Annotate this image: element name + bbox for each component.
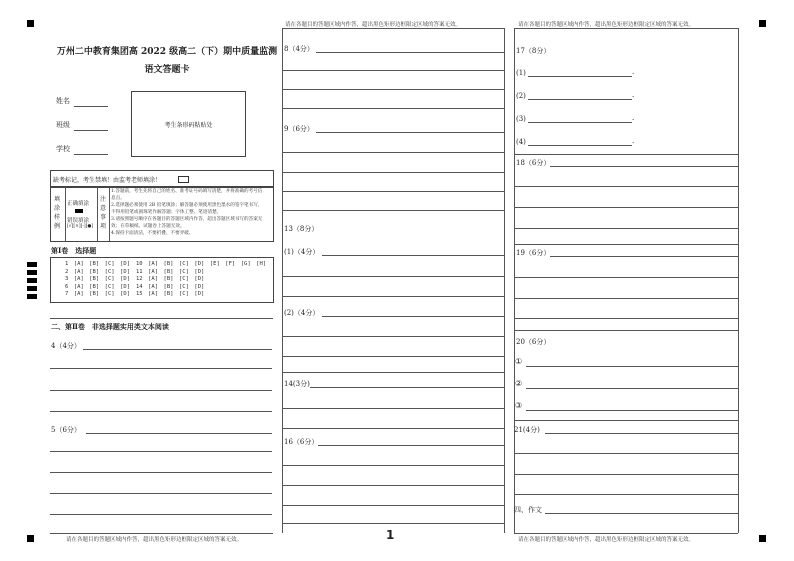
choice-grid — [50, 257, 274, 303]
absent-notice: 缺考标记，考生禁填！由监考老师填涂！ — [53, 177, 162, 184]
page-number: 1 — [386, 528, 395, 542]
section2-title: 二、第Ⅱ卷 非选择题实用类文本阅读 — [51, 322, 169, 331]
q20-3-line[interactable] — [526, 410, 738, 411]
q17-item-4: (4) — [516, 138, 526, 146]
name-label: 姓名 — [56, 97, 70, 105]
name-field[interactable] — [74, 106, 108, 107]
header-title: 万州二中教育集团高 2022 级高二（下）期中质量监测 — [56, 47, 278, 57]
q9-label: 9（6分） — [284, 125, 314, 133]
header-warning: 请在各题目的答题区域内作答，超出黑色矩形边框限定区域的答案无效。 — [285, 22, 462, 28]
corner-marker — [759, 20, 766, 27]
q4-label: 4（4分） — [51, 342, 81, 350]
q17-item-1: (1) — [516, 69, 526, 77]
school-field[interactable] — [74, 154, 108, 155]
q13-2-label: (2)（4分） — [284, 309, 320, 317]
corner-marker — [27, 20, 34, 27]
essay-line[interactable] — [545, 513, 738, 514]
correct-fill-sample — [75, 209, 83, 213]
fill-instructions-box — [50, 186, 274, 242]
q21-label: 21(4分) — [514, 426, 540, 434]
q5-label: 5（6分） — [51, 426, 81, 434]
q20-1-line[interactable] — [526, 366, 738, 367]
choice-rows-left[interactable]: 1 [A] [B] [C] [D] 2 [A] [B] [C] [D] 3 [A] [B] [C] [D] 6 [A] [B] [C] [D] 7 [A] [B] [C] [D] — [65, 261, 131, 297]
sheet-title: 语文答题卡 — [144, 65, 190, 75]
corner-marker — [27, 535, 34, 542]
footer-warning: 请在各题目的答题区域内作答，超出黑色矩形边框限定区域的答案无效。 — [66, 537, 243, 543]
class-label: 班级 — [56, 121, 70, 129]
fill-example-label: 填 涂 样 例 — [54, 196, 61, 230]
barcode-area — [131, 91, 246, 157]
q20-item-1: ① — [515, 357, 523, 366]
wrong-fill-label: 错误填涂 — [67, 218, 90, 224]
footer-warning-2: 请在各题目的答题区域内作答，超出黑色矩形边框限定区域的答案无效。 — [518, 537, 695, 543]
barcode-label: 考生条形码粘贴处 — [164, 122, 213, 129]
q20-2-line[interactable] — [526, 388, 738, 389]
absent-checkbox[interactable] — [178, 176, 189, 183]
q13-1-label: (1)（4分） — [284, 248, 320, 256]
q17-item-2: (2) — [516, 92, 526, 100]
wrong-fill-sample: [√][×][-][●] — [67, 224, 94, 229]
q17-1-line[interactable] — [528, 76, 632, 77]
q17-3-line[interactable] — [528, 122, 632, 123]
q16-label: 16（6分） — [284, 438, 319, 446]
notice-text: 1.答题前，考生先将自己的姓名、准考证号码填写清楚，并将准确的考号信 息点。 2.选择题必须使用 2B 铅笔填涂；解答题必须使用黑色墨水的签字笔书写， 不得用铅笔或圆珠笔作解答题；字体工整、笔迹清楚。 3.请按照题号顺序在各题目的答题区域内作答，超出答题区域书写的答案无 效；在草稿纸、试题卷上答题无效。 4.保持卡面清洁，不要折叠、不要弄破。 — [111, 189, 263, 236]
q20-item-3: ③ — [515, 401, 523, 410]
q13-label: 13（8分） — [284, 225, 319, 233]
q14-label: 14(3分) — [284, 380, 310, 388]
notice-label: 注 意 事 项 — [100, 196, 107, 230]
q19-label: 19（6分） — [516, 249, 551, 257]
q20-item-2: ② — [515, 379, 523, 388]
section1-title: 第Ⅰ卷 选择题 — [51, 246, 97, 255]
choice-rows-right[interactable]: 10 [A] [B] [C] [D] [E] [F] [G] [H] 11 [A] [B] [C] [D] 12 [A] [B] [C] [D] 14 [A] [B] [C] [D] 15 [A] [B] [C] [D] — [136, 261, 267, 297]
school-label: 学校 — [56, 145, 70, 153]
correct-fill-label: 正确填涂 — [67, 201, 90, 207]
q8-label: 8（4分） — [284, 45, 314, 53]
class-field[interactable] — [74, 130, 108, 131]
q17-label: 17（8分） — [516, 47, 551, 55]
header-warning-2: 请在各题目的答题区域内作答，超出黑色矩形边框限定区域的答案无效。 — [518, 22, 695, 28]
corner-marker — [759, 535, 766, 542]
q20-label: 20（6分） — [516, 338, 551, 346]
q17-item-3: (3) — [516, 115, 526, 123]
essay-title: 四、作文 — [514, 506, 542, 514]
q18-label: 18（6分） — [516, 159, 551, 167]
q17-4-line[interactable] — [528, 145, 632, 146]
q17-2-line[interactable] — [528, 99, 632, 100]
